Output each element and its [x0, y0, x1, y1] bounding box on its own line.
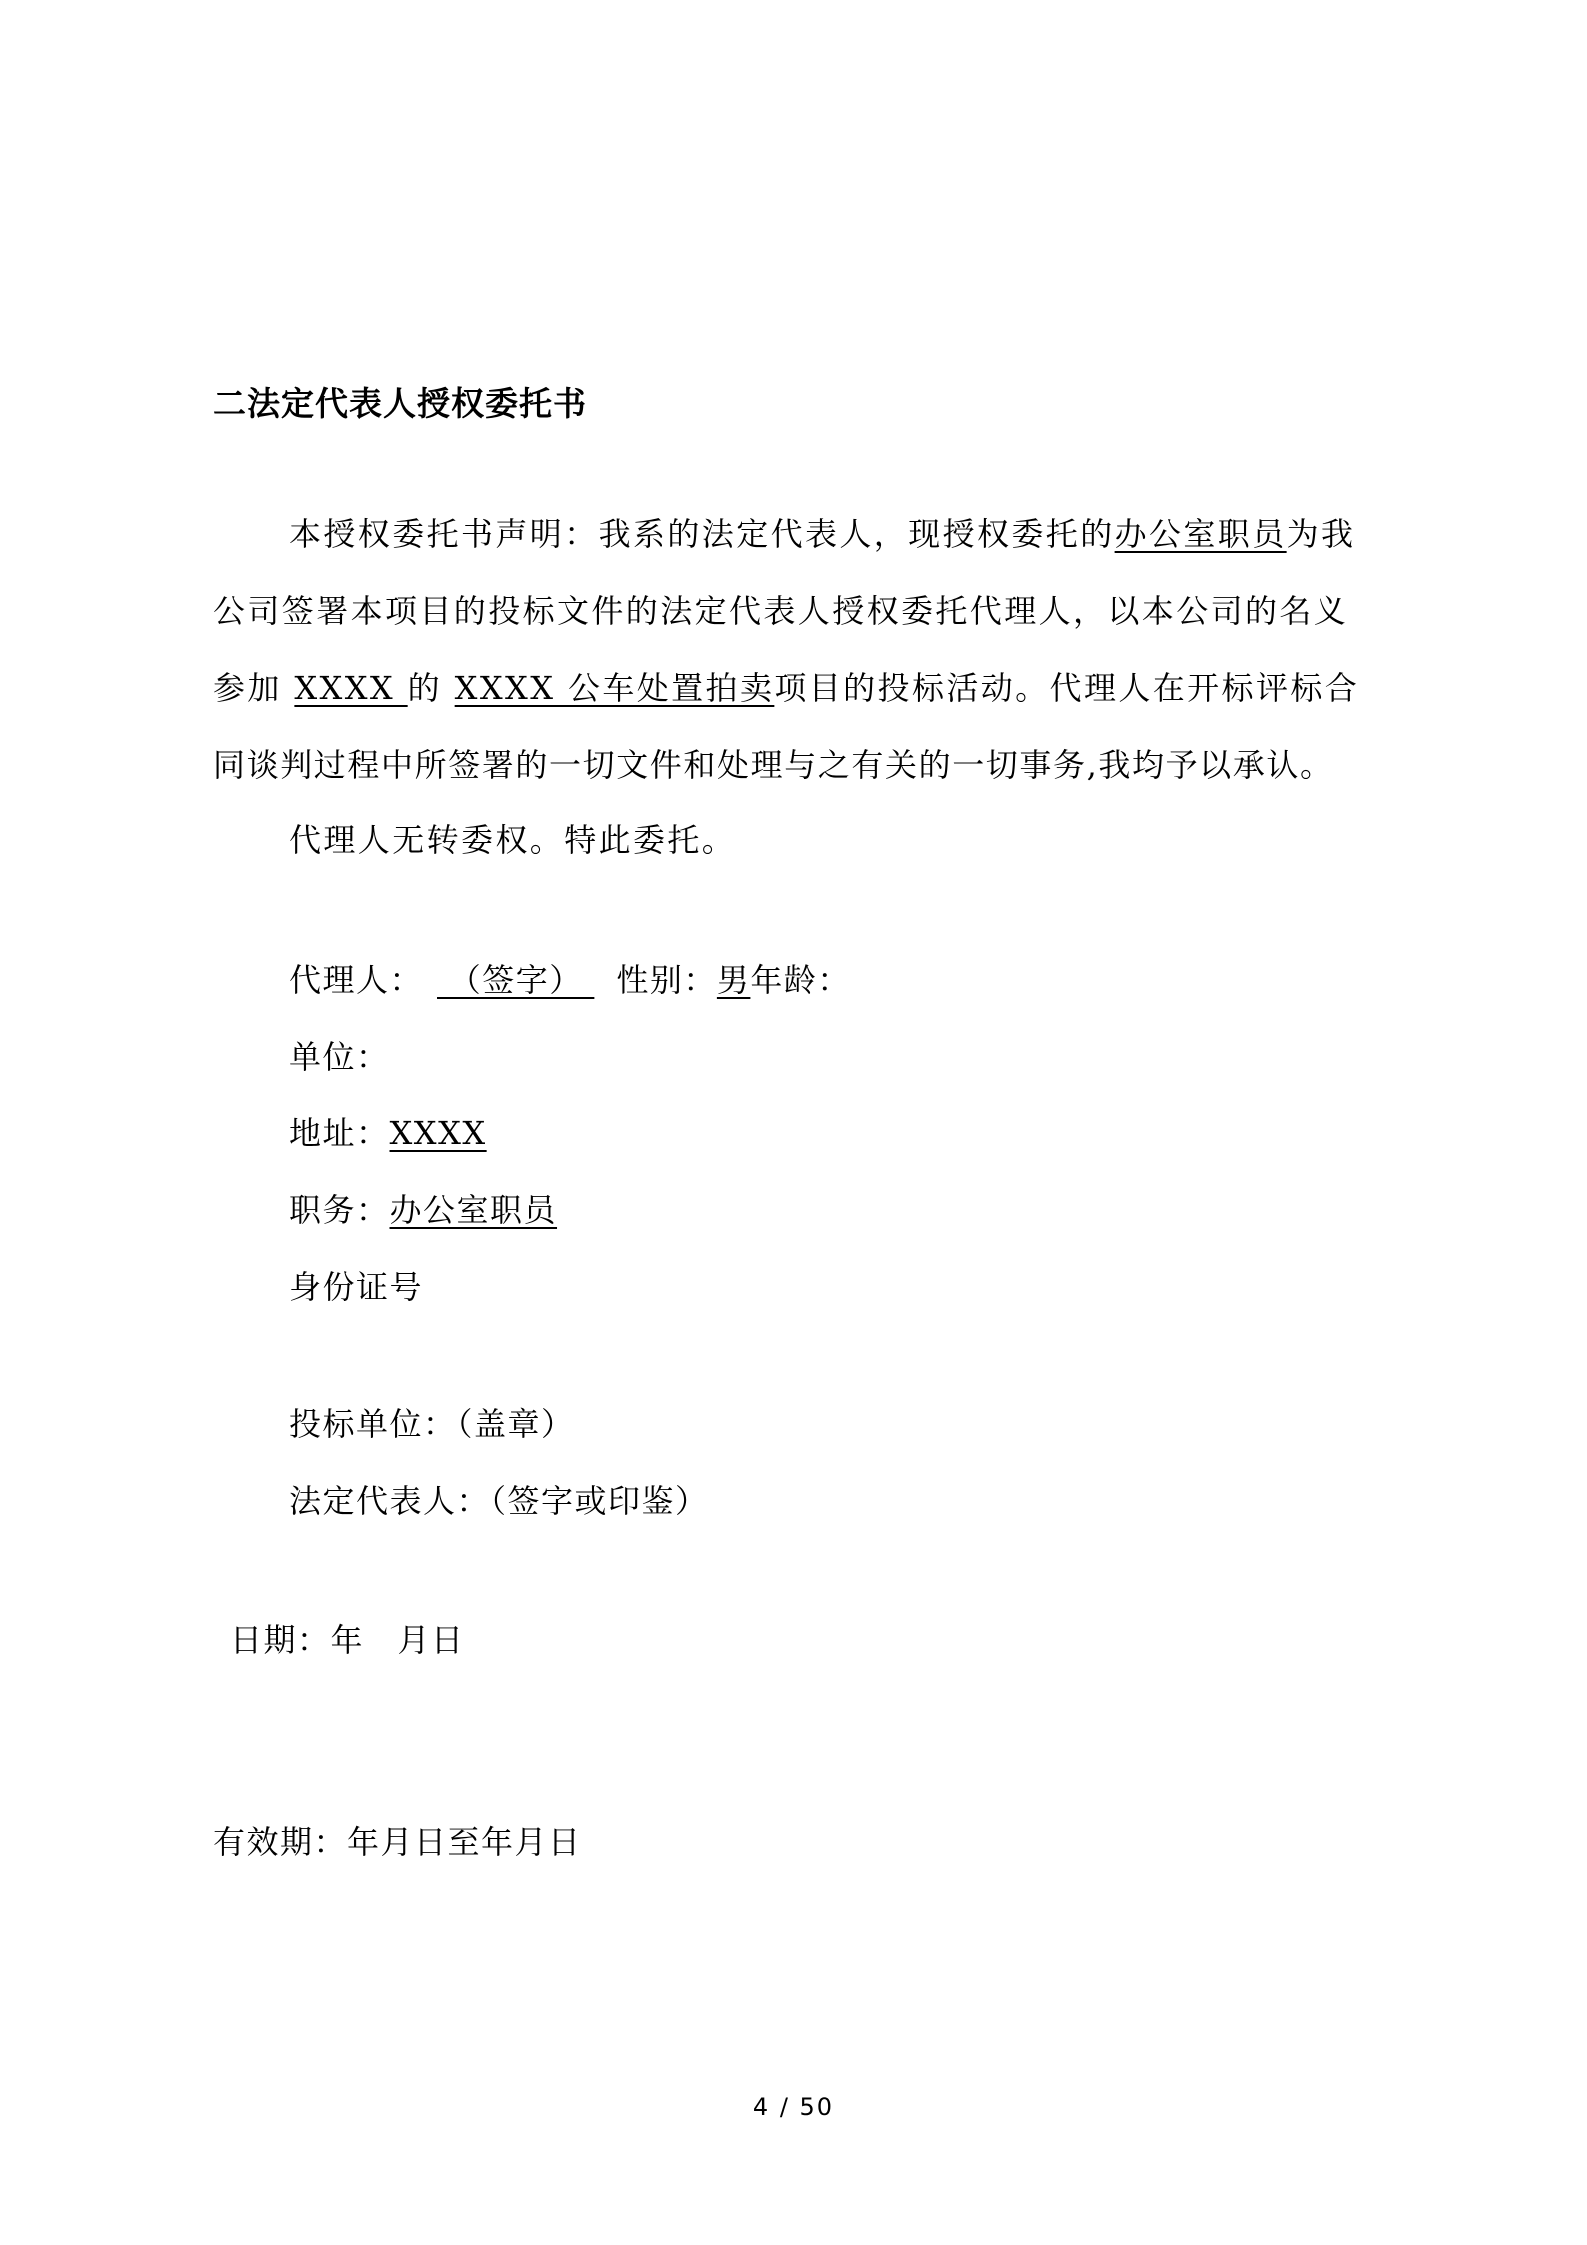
validity-line: 有效期：年月日至年月日: [213, 1823, 582, 1861]
paragraph-line-2: 公司签署本项目的投标文件的法定代表人授权委托代理人，以本公司的名义: [213, 592, 1349, 630]
address-line: [289, 1111, 487, 1155]
age-label: 年龄：: [750, 961, 851, 999]
underlined-role: 办公室职员: [1114, 515, 1287, 553]
position-value: 办公室职员: [389, 1191, 558, 1229]
date-line: 日期：年 月日: [230, 1621, 465, 1659]
text-span: 为我: [1286, 515, 1356, 553]
paragraph-line-5: 代理人无转委权。特此委托。: [289, 821, 737, 859]
underlined-project: XXXX 公车处置拍卖: [454, 669, 775, 707]
address-label: 地址：: [289, 1114, 390, 1152]
gender-value: 男: [716, 961, 751, 999]
paragraph-line-4: 同谈判过程中所签署的一切文件和处理与之有关的一切事务,我均予以承认。: [213, 746, 1334, 784]
bidder-seal-line: 投标单位：（盖章）: [289, 1405, 575, 1443]
gender-label: 性别：: [616, 961, 717, 999]
id-number-line: 身份证号: [289, 1268, 424, 1306]
unit-line: 单位：: [289, 1038, 390, 1076]
paragraph-line-3: [213, 666, 1361, 710]
paragraph-line-1: [289, 512, 1437, 556]
section-title: 二法定代表人授权委托书: [213, 384, 587, 423]
address-value: XXXX: [389, 1114, 487, 1152]
position-line: [289, 1188, 557, 1232]
text-span: 项目的投标活动。代理人在开标评标合: [774, 669, 1360, 707]
agent-signature-field: （签字）: [437, 961, 595, 999]
agent-line: [289, 958, 851, 1002]
position-label: 职务：: [289, 1191, 390, 1229]
agent-label: 代理人：: [289, 961, 424, 999]
page-number: 4 / 50: [752, 2093, 835, 2121]
underlined-org: XXXX: [294, 669, 408, 707]
text-span: 的: [407, 669, 455, 707]
legal-representative-line: 法定代表人：（签字或印鉴）: [289, 1482, 709, 1520]
text-span: 本授权委托书声明：我系的法定代表人，现授权委托的: [289, 515, 1115, 553]
text-span: 参加: [213, 669, 295, 707]
